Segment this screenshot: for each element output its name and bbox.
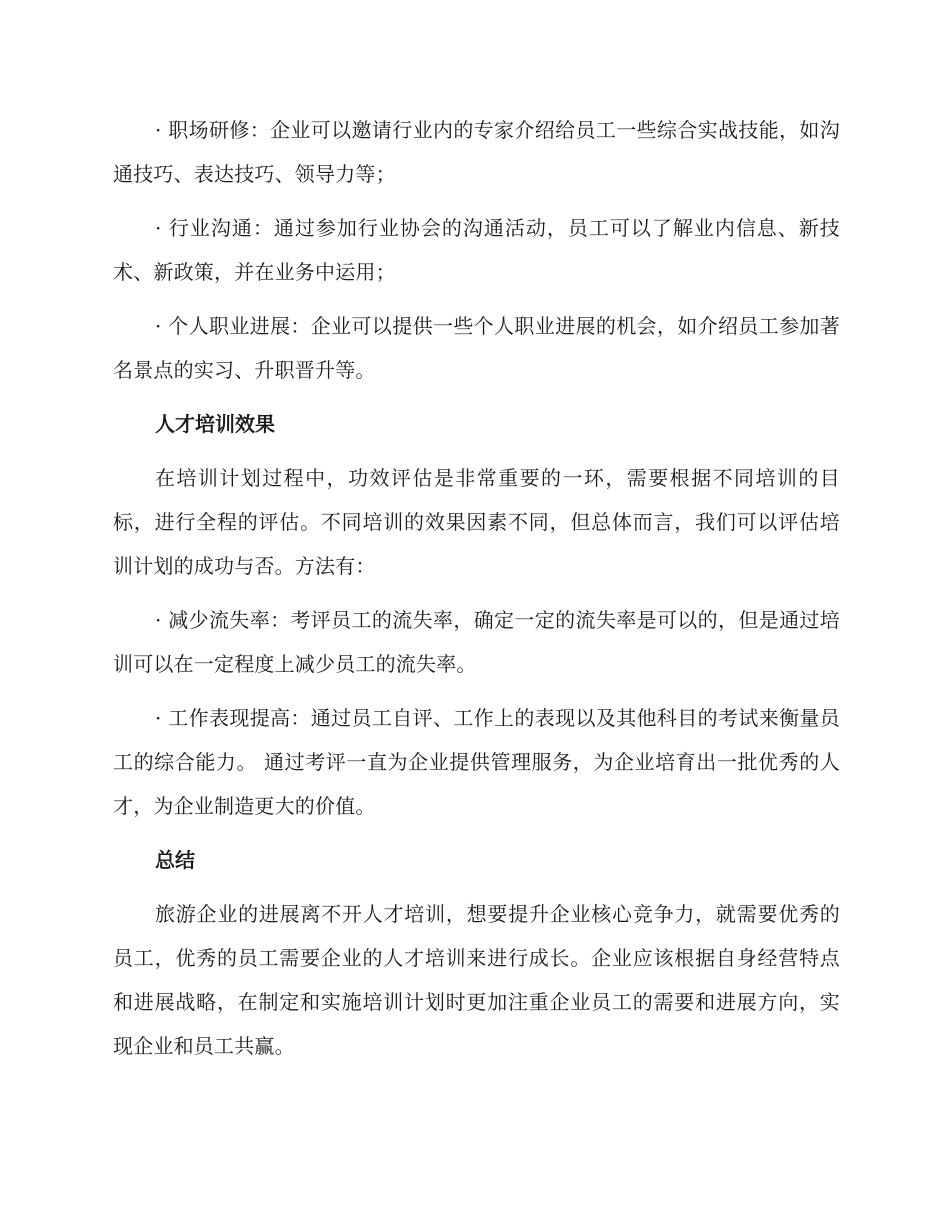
training-effect-intro: 在培训计划过程中，功效评估是非常重要的一环，需要根据不同培训的目标，进行全程的评估。不同培训的效果因素不同，但总体而言，我们可以评估培训计划的成功与否。方法有： xyxy=(113,466,840,578)
summary-body: 旅游企业的进展离不开人才培训，想要提升企业核心竞争力，就需要优秀的员工，优秀的员工需要企业的人才培训来进行成长。企业应该根据自身经营特点和进展战略，在制定和实施培训计划时更加注重企业员工的需要和进展方向，实现企业和员工共赢。 xyxy=(113,902,840,1058)
bullet-career-development: · 个人职业进展：企业可以提供一些个人职业进展的机会，如介绍员工参加著名景点的实习、升职晋升等。 xyxy=(113,314,840,382)
bullet-performance-improvement: · 工作表现提高：通过员工自评、工作上的表现以及其他科目的考试来衡量员工的综合能力。 通过考评一直为企业提供管理服务，为企业培育出一批优秀的人才，为企业制造更大的价值。 xyxy=(113,706,840,818)
bullet-workplace-training: · 职场研修：企业可以邀请行业内的专家介绍给员工一些综合实战技能，如沟通技巧、表达技巧、领导力等； xyxy=(113,118,840,186)
bullet-reduce-turnover: · 减少流失率：考评员工的流失率，确定一定的流失率是可以的，但是通过培训可以在一定程度上减少员工的流失率。 xyxy=(113,608,840,676)
document-page xyxy=(113,108,840,1078)
section-heading-summary: 总结 xyxy=(155,848,195,872)
bullet-industry-communication: · 行业沟通：通过参加行业协会的沟通活动，员工可以了解业内信息、新技术、新政策，并在业务中运用； xyxy=(113,216,840,284)
section-heading-training-effect: 人才培训效果 xyxy=(155,412,275,436)
